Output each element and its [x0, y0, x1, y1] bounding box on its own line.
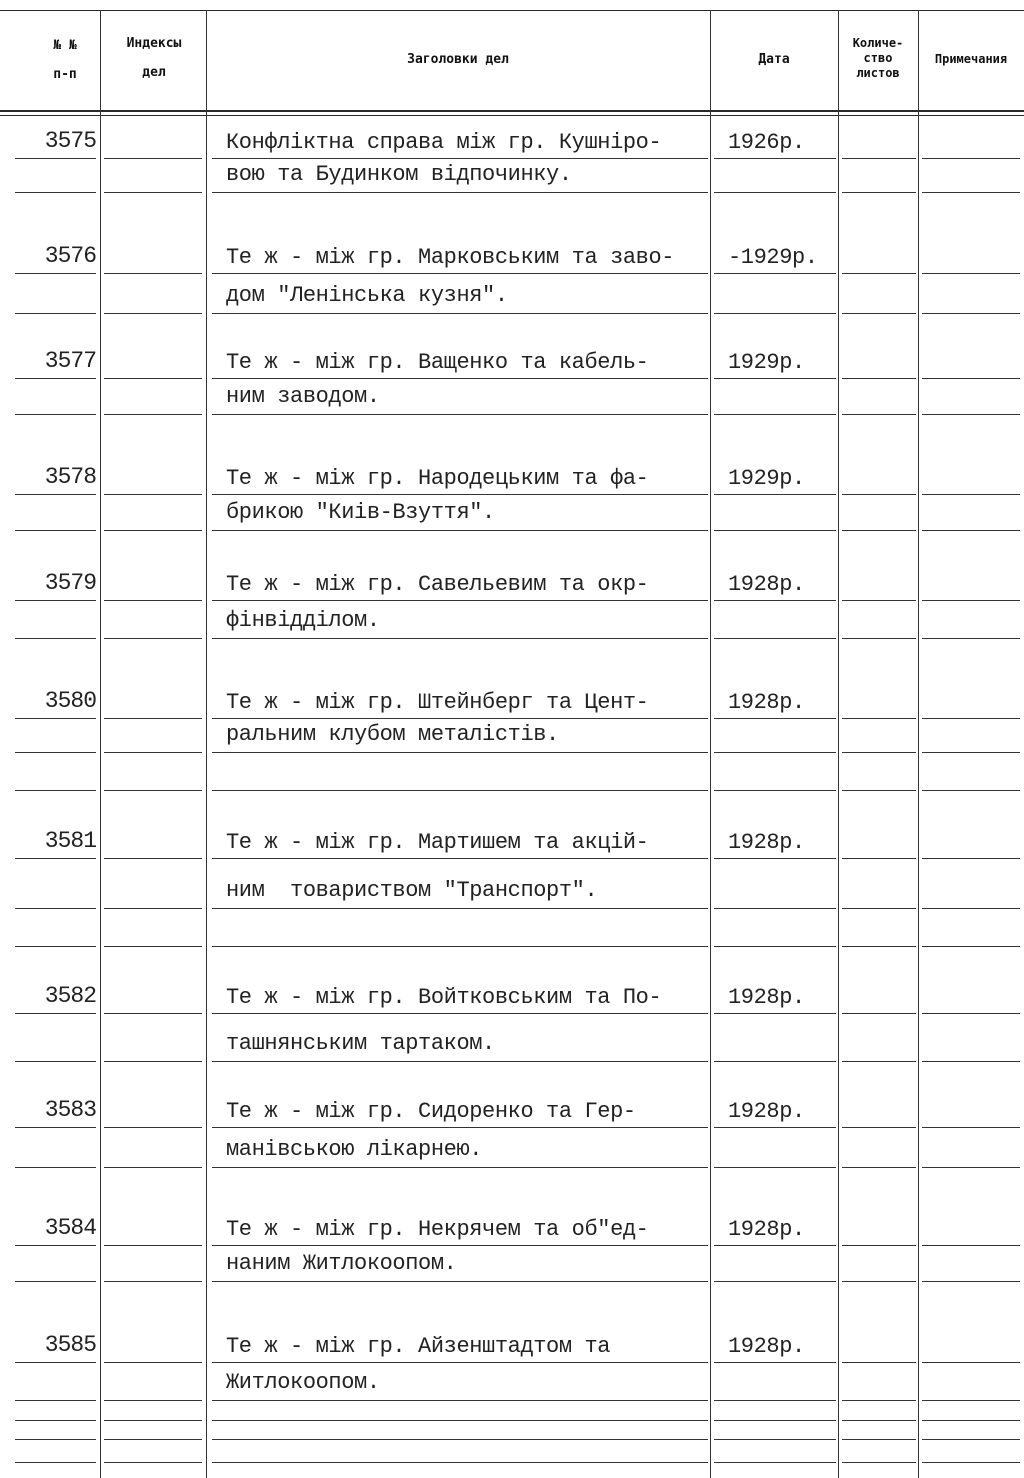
row-rule-c-1 — [104, 946, 202, 947]
header-sheets-l3: листов — [856, 66, 900, 80]
row-rule-b-4 — [842, 1061, 916, 1062]
row-rule-b-2 — [212, 530, 708, 531]
row-rule-b-3 — [714, 638, 836, 639]
row-rule-c-4 — [842, 790, 916, 791]
header-index — [104, 36, 204, 80]
page-rule-bottom-2 — [212, 1420, 708, 1421]
row-rule-c-2 — [212, 1439, 708, 1440]
row-rule-a-5 — [922, 1127, 1020, 1128]
page-rule-last-3 — [714, 1462, 836, 1463]
row-rule-b-3 — [714, 1281, 836, 1282]
header-sheets-l2: ство — [863, 51, 893, 65]
row-rule-b-2 — [212, 192, 708, 193]
row-date: -1929р. — [728, 245, 818, 270]
row-rule-a-1 — [104, 718, 202, 719]
header-bottom-rule-2 — [0, 115, 1024, 116]
row-rule-a-0 — [15, 1013, 96, 1014]
row-number: 3578 — [44, 464, 96, 490]
row-rule-a-1 — [104, 1013, 202, 1014]
row-number: 3575 — [44, 128, 96, 154]
header-title: Заголовки дел — [407, 52, 509, 67]
header-top-rule — [0, 10, 1024, 11]
row-rule-b-3 — [714, 908, 836, 909]
row-rule-a-0 — [15, 1245, 96, 1246]
row-rule-a-1 — [104, 858, 202, 859]
row-rule-c-3 — [714, 946, 836, 947]
row-rule-c-5 — [922, 946, 1020, 947]
row-title-line1: Те ж - мiж гр. Сидоренко та Гер- — [226, 1099, 636, 1124]
row-rule-a-3 — [714, 1362, 836, 1363]
row-rule-c-0 — [15, 1439, 96, 1440]
row-rule-a-4 — [842, 378, 916, 379]
row-rule-c-4 — [842, 946, 916, 947]
row-rule-a-2 — [212, 1127, 708, 1128]
row-rule-a-5 — [922, 158, 1020, 159]
col-divider-index — [206, 10, 207, 1478]
row-rule-b-5 — [922, 313, 1020, 314]
row-rule-b-1 — [104, 1281, 202, 1282]
page-rule-last-4 — [842, 1462, 916, 1463]
row-rule-c-3 — [714, 1439, 836, 1440]
row-rule-a-0 — [15, 718, 96, 719]
row-rule-a-3 — [714, 378, 836, 379]
row-rule-b-1 — [104, 192, 202, 193]
row-title-line1: Те ж - мiж гр. Ващенко та кабель- — [226, 350, 649, 375]
row-rule-b-1 — [104, 638, 202, 639]
row-rule-a-5 — [922, 494, 1020, 495]
row-rule-b-4 — [842, 192, 916, 193]
row-title-line2: ним товариством "Транспорт". — [226, 878, 598, 903]
row-rule-a-0 — [15, 1127, 96, 1128]
page-rule-last-2 — [212, 1462, 708, 1463]
row-rule-c-2 — [212, 946, 708, 947]
row-rule-b-1 — [104, 1167, 202, 1168]
row-rule-b-5 — [922, 192, 1020, 193]
row-rule-b-2 — [212, 908, 708, 909]
row-rule-a-2 — [212, 378, 708, 379]
row-title-line2: вою та Будинком вiдпочинку. — [226, 162, 572, 187]
row-rule-c-5 — [922, 790, 1020, 791]
row-rule-b-0 — [15, 1400, 96, 1401]
row-date: 1928р. — [728, 1217, 805, 1242]
row-rule-a-2 — [212, 718, 708, 719]
row-rule-b-2 — [212, 313, 708, 314]
row-rule-b-5 — [922, 1400, 1020, 1401]
row-rule-b-3 — [714, 313, 836, 314]
row-rule-b-3 — [714, 192, 836, 193]
row-title-line1: Те ж - мiж гр. Народецьким та фа- — [226, 466, 649, 491]
row-rule-b-4 — [842, 313, 916, 314]
row-rule-a-1 — [104, 158, 202, 159]
row-title-line2: ташнянським тартаком. — [226, 1031, 495, 1056]
row-rule-a-5 — [922, 378, 1020, 379]
header-sheets-l1: Количе- — [852, 36, 904, 50]
row-rule-a-4 — [842, 273, 916, 274]
row-title-line1: Те ж - мiж гр. Войтковським та По- — [226, 985, 662, 1010]
row-title-line1: Те ж - мiж гр. Марковським та заво- — [226, 245, 675, 270]
row-title-line2: манiвською лiкарнею. — [226, 1137, 483, 1162]
row-rule-b-0 — [15, 908, 96, 909]
row-rule-a-5 — [922, 1245, 1020, 1246]
row-rule-a-3 — [714, 718, 836, 719]
row-rule-a-3 — [714, 494, 836, 495]
row-rule-b-3 — [714, 414, 836, 415]
row-rule-a-4 — [842, 858, 916, 859]
row-rule-b-1 — [104, 1061, 202, 1062]
row-title-line1: Те ж - мiж гр. Некрячем та об"ед- — [226, 1217, 649, 1242]
row-rule-a-2 — [212, 1245, 708, 1246]
row-rule-a-2 — [212, 1362, 708, 1363]
header-index-label: Индексы — [126, 36, 182, 51]
row-number: 3579 — [44, 570, 96, 596]
row-rule-b-0 — [15, 530, 96, 531]
row-rule-a-3 — [714, 158, 836, 159]
row-rule-b-5 — [922, 638, 1020, 639]
row-rule-a-1 — [104, 1245, 202, 1246]
row-date: 1929р. — [728, 466, 805, 491]
row-rule-c-1 — [104, 790, 202, 791]
row-rule-a-3 — [714, 858, 836, 859]
row-rule-b-4 — [842, 752, 916, 753]
row-rule-c-0 — [15, 946, 96, 947]
row-rule-a-4 — [842, 158, 916, 159]
row-rule-b-0 — [15, 1167, 96, 1168]
row-number: 3581 — [44, 828, 96, 854]
row-rule-a-4 — [842, 1013, 916, 1014]
row-rule-b-0 — [15, 1281, 96, 1282]
row-title-line1: Те ж - мiж гр. Айзенштадтом та — [226, 1334, 611, 1359]
row-date: 1926р. — [728, 130, 805, 155]
row-title-line1: Те ж - мiж гр. Мартишем та акцiй- — [226, 830, 649, 855]
row-rule-a-0 — [15, 600, 96, 601]
col-divider-date — [838, 10, 839, 1478]
row-rule-a-3 — [714, 600, 836, 601]
row-date: 1928р. — [728, 572, 805, 597]
row-rule-b-4 — [842, 1167, 916, 1168]
row-title-line1: Конфлiктна справа мiж гр. Кушнiро- — [226, 130, 662, 155]
row-rule-a-3 — [714, 1245, 836, 1246]
row-rule-a-1 — [104, 1127, 202, 1128]
page-rule-bottom-5 — [922, 1420, 1020, 1421]
col-divider-no — [100, 10, 101, 1478]
row-rule-a-5 — [922, 1013, 1020, 1014]
row-date: 1928р. — [728, 830, 805, 855]
page-rule-last-0 — [15, 1462, 96, 1463]
row-date: 1928р. — [728, 1099, 805, 1124]
row-rule-b-5 — [922, 530, 1020, 531]
row-rule-a-2 — [212, 858, 708, 859]
row-rule-b-2 — [212, 414, 708, 415]
row-rule-b-4 — [842, 1281, 916, 1282]
row-rule-c-4 — [842, 1439, 916, 1440]
row-rule-a-0 — [15, 273, 96, 274]
page-rule-bottom-0 — [15, 1420, 96, 1421]
row-rule-b-1 — [104, 414, 202, 415]
row-rule-a-5 — [922, 858, 1020, 859]
row-rule-b-2 — [212, 638, 708, 639]
row-number: 3577 — [44, 348, 96, 374]
header-index-sublabel: дел — [142, 65, 166, 80]
row-number: 3576 — [44, 243, 96, 269]
row-rule-b-0 — [15, 414, 96, 415]
row-rule-a-4 — [842, 1245, 916, 1246]
row-rule-a-3 — [714, 273, 836, 274]
row-rule-b-5 — [922, 1167, 1020, 1168]
row-rule-b-3 — [714, 752, 836, 753]
row-title-line2: дом "Ленiнська кузня". — [226, 283, 508, 308]
row-rule-a-4 — [842, 1127, 916, 1128]
row-rule-a-1 — [104, 1362, 202, 1363]
row-rule-a-4 — [842, 718, 916, 719]
row-rule-a-2 — [212, 494, 708, 495]
row-date: 1928р. — [728, 985, 805, 1010]
row-rule-a-5 — [922, 273, 1020, 274]
col-divider-title — [710, 10, 711, 1478]
row-rule-c-0 — [15, 790, 96, 791]
row-rule-a-4 — [842, 1362, 916, 1363]
row-rule-a-2 — [212, 158, 708, 159]
page-rule-last-5 — [922, 1462, 1020, 1463]
row-rule-b-1 — [104, 1400, 202, 1401]
row-rule-b-1 — [104, 908, 202, 909]
row-rule-b-0 — [15, 1061, 96, 1062]
row-rule-a-4 — [842, 600, 916, 601]
row-rule-a-3 — [714, 1013, 836, 1014]
row-title-line2: Житлокоопом. — [226, 1370, 380, 1395]
row-rule-a-0 — [15, 378, 96, 379]
row-rule-a-1 — [104, 600, 202, 601]
row-number: 3583 — [44, 1097, 96, 1123]
row-rule-a-1 — [104, 494, 202, 495]
row-rule-a-1 — [104, 378, 202, 379]
row-title-line2: фiнвiддiлом. — [226, 608, 380, 633]
row-title-line1: Те ж - мiж гр. Штейнберг та Цент- — [226, 690, 649, 715]
row-rule-b-4 — [842, 1400, 916, 1401]
row-rule-b-3 — [714, 1400, 836, 1401]
header-date: Дата — [758, 52, 790, 67]
row-title-line2: ральним клубом металiстiв. — [226, 722, 559, 747]
header-bottom-rule — [0, 110, 1024, 112]
row-rule-b-1 — [104, 313, 202, 314]
row-rule-a-5 — [922, 718, 1020, 719]
row-rule-b-0 — [15, 313, 96, 314]
row-rule-a-2 — [212, 1013, 708, 1014]
row-rule-c-3 — [714, 790, 836, 791]
row-date: 1928р. — [728, 690, 805, 715]
row-rule-a-5 — [922, 600, 1020, 601]
row-rule-b-2 — [212, 1167, 708, 1168]
row-rule-b-4 — [842, 414, 916, 415]
header-sheets — [838, 36, 918, 81]
page-rule-bottom-1 — [104, 1420, 202, 1421]
row-rule-b-0 — [15, 752, 96, 753]
row-rule-b-0 — [15, 638, 96, 639]
row-date: 1929р. — [728, 350, 805, 375]
row-rule-b-5 — [922, 414, 1020, 415]
header-no — [30, 38, 100, 82]
row-rule-b-2 — [212, 1061, 708, 1062]
row-rule-b-5 — [922, 908, 1020, 909]
row-rule-b-4 — [842, 638, 916, 639]
header-notes: Примечания — [934, 52, 1008, 66]
row-rule-a-5 — [922, 1362, 1020, 1363]
row-number: 3584 — [44, 1215, 96, 1241]
row-rule-b-0 — [15, 192, 96, 193]
row-rule-b-5 — [922, 1281, 1020, 1282]
row-rule-b-3 — [714, 1167, 836, 1168]
row-rule-a-2 — [212, 273, 708, 274]
row-rule-a-4 — [842, 494, 916, 495]
row-rule-b-4 — [842, 530, 916, 531]
header-no-label: № № — [53, 38, 77, 53]
row-number: 3582 — [44, 983, 96, 1009]
row-rule-b-2 — [212, 1281, 708, 1282]
row-rule-b-5 — [922, 752, 1020, 753]
row-number: 3580 — [44, 688, 96, 714]
row-rule-a-3 — [714, 1127, 836, 1128]
row-rule-b-3 — [714, 1061, 836, 1062]
row-rule-a-1 — [104, 273, 202, 274]
row-rule-b-2 — [212, 752, 708, 753]
row-rule-c-5 — [922, 1439, 1020, 1440]
row-title-line2: ним заводом. — [226, 384, 380, 409]
row-rule-b-2 — [212, 1400, 708, 1401]
row-rule-a-0 — [15, 494, 96, 495]
row-number: 3585 — [44, 1332, 96, 1358]
page-rule-bottom-4 — [842, 1420, 916, 1421]
header-no-sublabel: п-п — [53, 67, 77, 82]
row-rule-a-0 — [15, 1362, 96, 1363]
row-rule-a-0 — [15, 158, 96, 159]
row-date: 1928р. — [728, 1334, 805, 1359]
row-rule-c-1 — [104, 1439, 202, 1440]
row-rule-a-0 — [15, 858, 96, 859]
row-title-line2: брикою "Киiв-Взуття". — [226, 500, 495, 525]
page-rule-last-1 — [104, 1462, 202, 1463]
row-rule-a-2 — [212, 600, 708, 601]
row-title-line1: Те ж - мiж гр. Савельевим та окр- — [226, 572, 649, 597]
row-rule-b-4 — [842, 908, 916, 909]
row-rule-b-3 — [714, 530, 836, 531]
row-rule-b-5 — [922, 1061, 1020, 1062]
row-rule-b-1 — [104, 752, 202, 753]
row-rule-b-1 — [104, 530, 202, 531]
col-divider-sheets — [918, 10, 919, 1478]
row-title-line2: наним Житлокоопом. — [226, 1251, 457, 1276]
page-rule-bottom-3 — [714, 1420, 836, 1421]
row-rule-c-2 — [212, 790, 708, 791]
